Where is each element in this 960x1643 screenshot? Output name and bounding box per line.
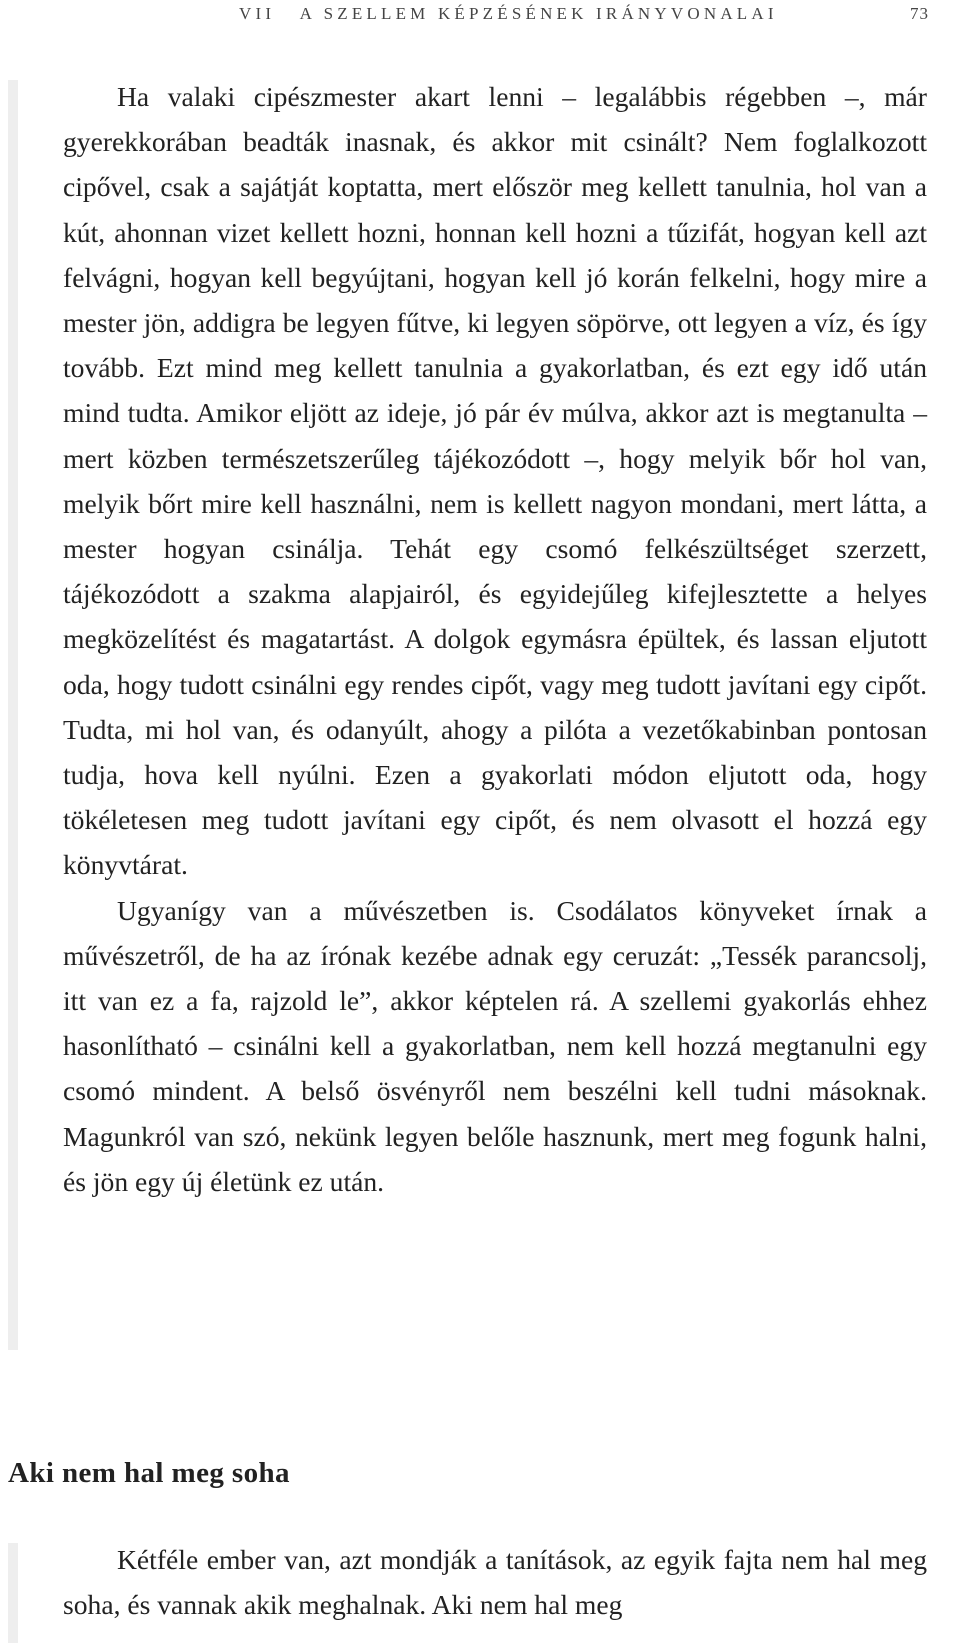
chapter-title: VII A SZELLEM KÉPZÉSÉNEK IRÁNYVONALAI [239, 4, 778, 23]
paragraph: Ha valaki cipészmester akart lenni – legalábbis régebben –, már gyerekkorában beadták inasnak, és akkor mit csinált? Nem foglalkozott cipővel, csak a sajátját koptatta, mert először meg kellett tanulnia, hol van a kút, ahonnan vizet kellett hozni, honnan kell hozni a tűzifát, hogyan kell azt felvágni, hogyan kell begyújtani, hogyan kell jó korán felkelni, hogy mire a mester jön, addigra be legyen fűtve, ki legyen söpörve, ott legyen a víz, és így tovább. Ezt mind meg kellett tanulnia a gyakorlatban, és ezt egy idő után mind tudta. Amikor eljött az ideje, jó pár év múlva, akkor azt is megtanulta – mert közben természetszerűleg tájékozódott –, hogy melyik bőr hol van, melyik bőrt mire kell használni, nem is kellett nagyon mondani, mert látta, a mester hogyan csinálja. Tehát egy csomó felkészültséget szerzett, tájékozódott a szakma alapjairól, és egyidejűleg kifejlesztette a helyes megközelítést és magatartást. A dolgok egymásra épültek, és lassan eljutott oda, hogy tudott csinálni egy rendes cipőt, vagy meg tudott javítani egy cipőt. Tudta, mi hol van, és odanyúlt, ahogy a pilóta a vezetőkabinban pontosan tudja, hova kell nyúlni. Ezen a gyakorlati módon eljutott oda, hogy tökéletesen meg tudott javítani egy cipőt, és nem olvasott el hozzá egy könyvtárat. [63, 81, 927, 881]
paragraph: Kétféle ember van, azt mondják a tanítások, az egyik fajta nem hal meg soha, és vannak akik meghalnak. Aki nem hal meg [63, 1544, 927, 1621]
running-header [239, 4, 929, 32]
section-heading: Aki nem hal meg soha [8, 1457, 290, 1489]
page-number: 73 [910, 4, 929, 23]
margin-bar [8, 80, 18, 1350]
section-body-text [63, 1537, 927, 1627]
body-text [63, 74, 927, 1204]
paragraph: Ugyanígy van a művészetben is. Csodálatos könyveket írnak a művészetről, de ha az írónak kezébe adnak egy ceruzát: „Tessék parancsolj, itt van ez a fa, rajzold le”, akkor képtelen rá. A szellemi gyakorlás ehhez hasonlítható – csinálni kell a gyakorlatban, nem kell hozzá megtanulni egy csomó mindent. A belső ösvényről nem beszélni kell tudni másoknak. Magunkról van szó, nekünk legyen belőle hasznunk, mert meg fogunk halni, és jön egy új életünk ez után. [63, 894, 927, 1197]
margin-bar [8, 1543, 18, 1643]
